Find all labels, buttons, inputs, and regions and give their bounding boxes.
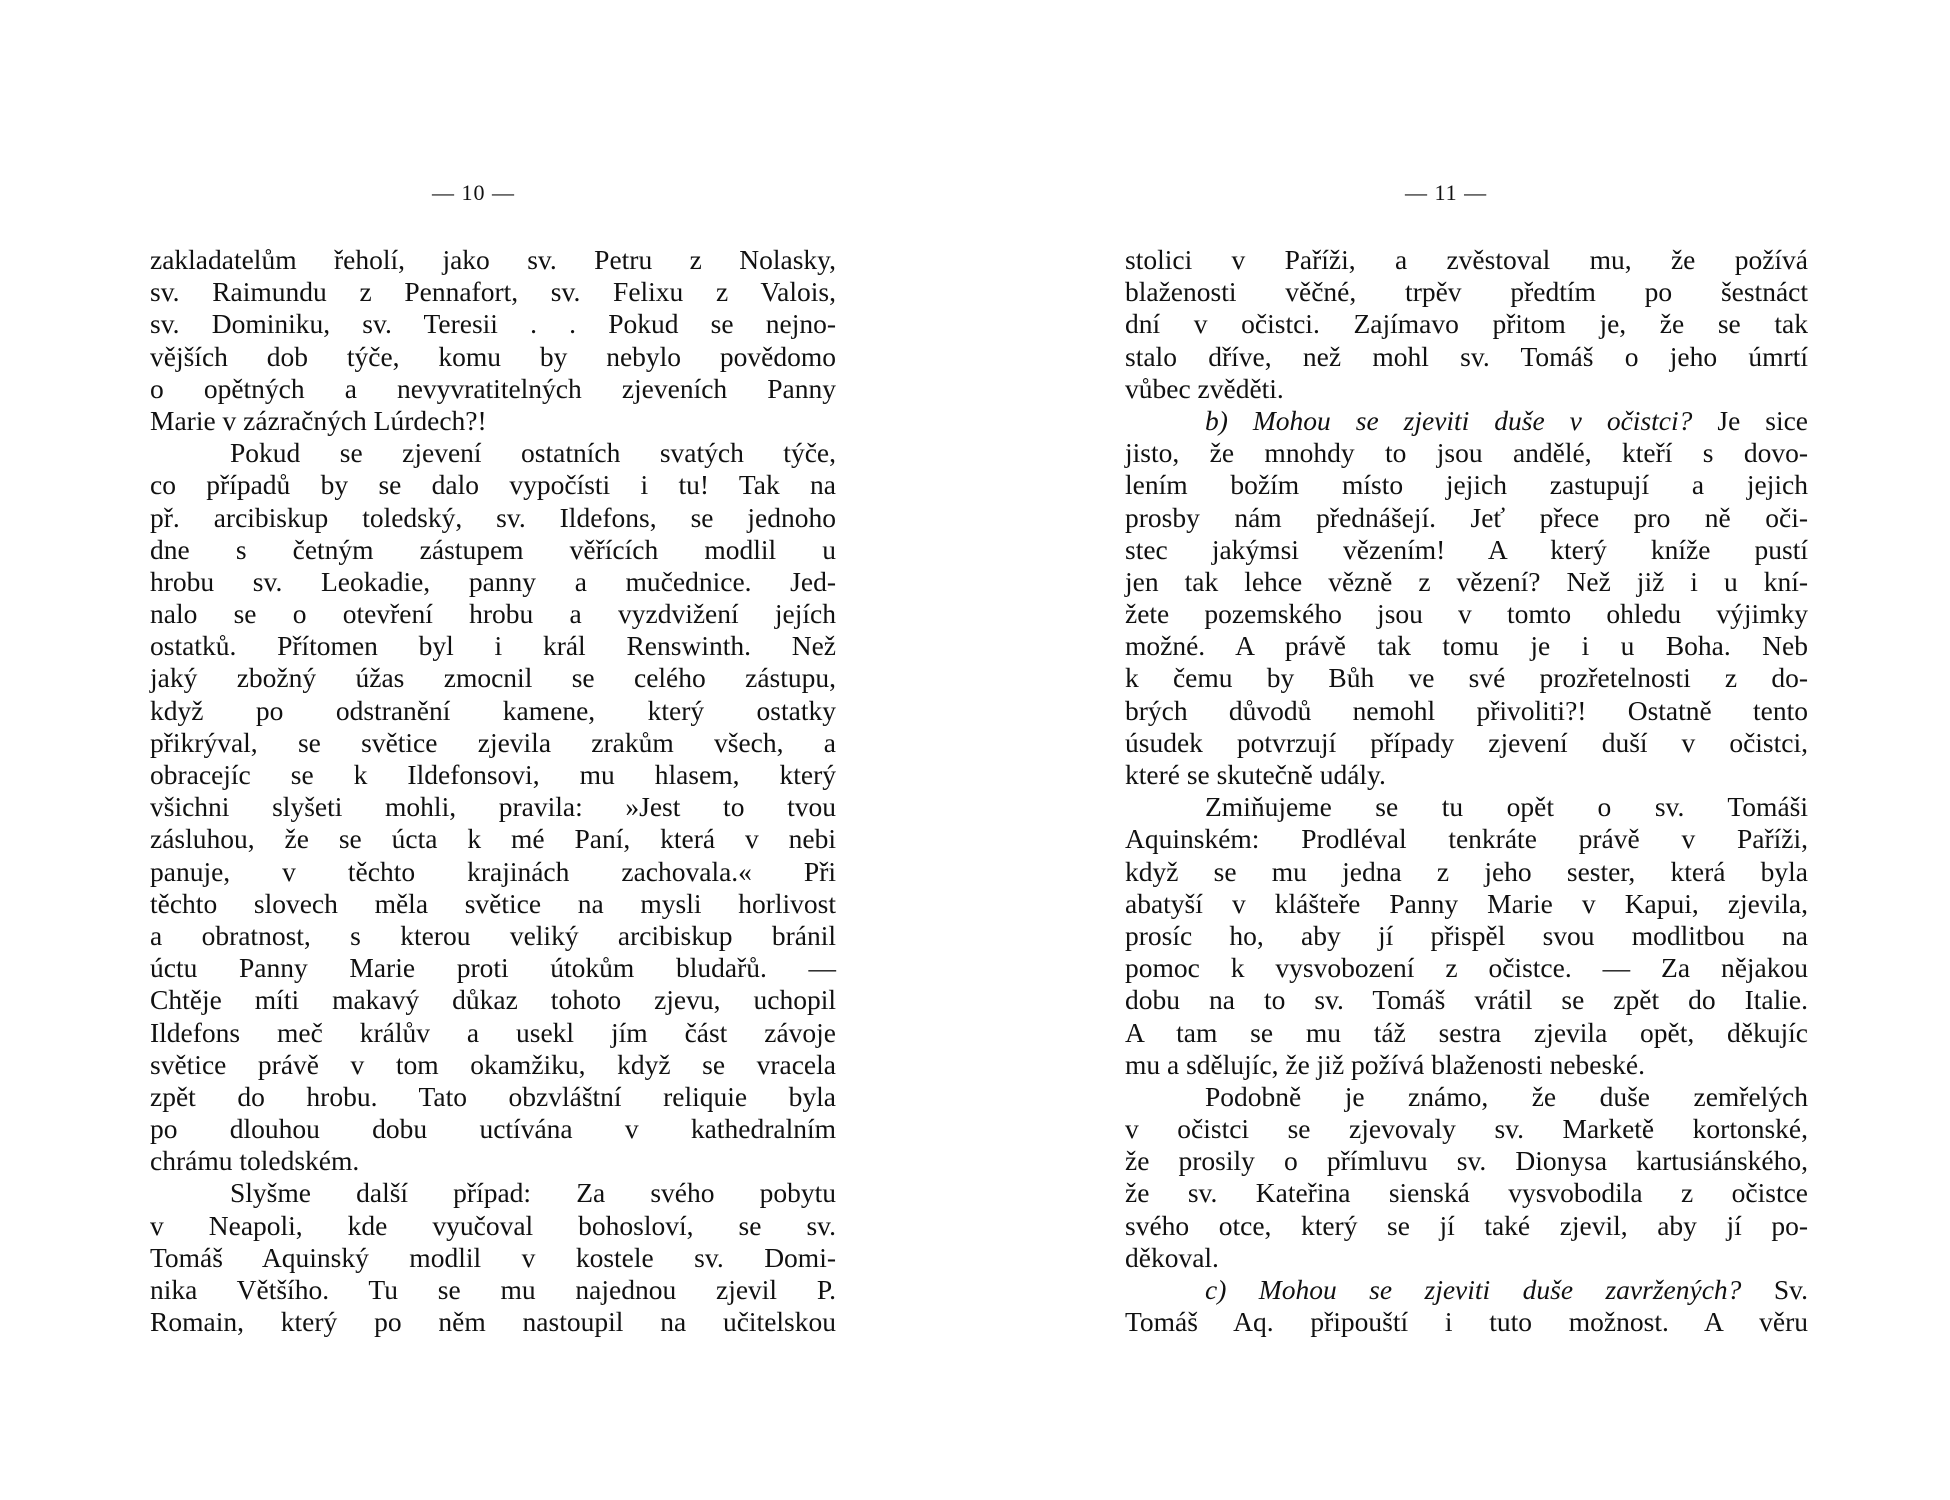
text-line: úctu Panny Marie proti útokům bludařů. — [150,952,836,984]
text-line: nalo se o otevření hrobu a vyzdvižení jejích [150,598,836,630]
text-line: všichni slyšeti mohli, pravila: »Jest to tvou [150,791,836,823]
text-line: blaženosti věčné, trpěv předtím po šestnáct [1125,276,1808,308]
text-line: v Neapoli, kde vyučoval bohosloví, se sv. [150,1209,836,1241]
text-line: možné. A právě tak tomu je i u Boha. Neb [1125,630,1808,662]
text-line: panuje, v těchto krajinách zachovala.« Při [150,855,836,887]
text-line: prosby nám přednášejí. Jeť přece pro ně oči- [1125,501,1808,533]
body-text [150,244,836,1338]
text-line: těchto slovech měla světice na mysli horlivost [150,887,836,919]
text-line: stolici v Paříži, a zvěstoval mu, že požívá [1125,244,1808,275]
text-line: A tam se mu táž sestra zjevila opět, děkujíc [1125,1016,1808,1048]
text-line: když se mu jedna z jeho sester, která byla [1125,855,1808,887]
text-line: úsudek potvrzují případy zjevení duší v očistci, [1125,726,1808,758]
section-heading: b) Mohou se zjeviti duše v očistci? [1205,404,1693,436]
text-line: stec jakýmsi vězením! A který kníže pustí [1125,533,1808,565]
text-line: Pokud se zjevení ostatních svatých týče, [230,437,836,469]
text-line: že sv. Kateřina sienská vysvobodila z očistce [1125,1177,1808,1209]
text-line: hrobu sv. Leokadie, panny a mučednice. Jed- [150,565,836,597]
text-line: o opětných a nevyvratitelných zjeveních Panny [150,372,836,404]
text-run: Je sice [1692,404,1808,436]
text-line: vějších dob týče, komu by nebylo povědomo [150,340,836,372]
text-line: po dlouhou dobu uctívána v kathedralním [150,1113,836,1145]
text-line: ostatků. Přítomen byl i král Renswinth. Než [150,630,836,662]
text-run: Sv. [1741,1274,1808,1305]
text-line: stalo dříve, než mohl sv. Tomáš o jeho úmrtí [1125,340,1808,372]
text-line: jisto, že mnohdy to jsou andělé, kteří s dovo- [1125,437,1808,469]
text-line: dne s četným zástupem věřících modlil u [150,533,836,565]
right-page [975,0,1950,1500]
text-line: Aquinském: Prodléval tenkráte právě v Paříži, [1125,823,1808,855]
text-line: že prosily o přímluvu sv. Dionysa kartusiánského, [1125,1145,1808,1177]
body-text [1125,244,1808,1338]
text-line: k čemu by Bůh ve své prozřetelnosti z do- [1125,662,1808,694]
text-line: jen tak lehce vězně z vězení? Než již i u kní- [1125,565,1808,597]
text-line: abatyší v klášteře Panny Marie v Kapui, zjevila, [1125,887,1808,919]
text-line: zpět do hrobu. Tato obzvláštní reliquie byla [150,1080,836,1112]
text-line: obracejíc se k Ildefonsovi, mu hlasem, který [150,759,836,790]
text-line: sv. Dominiku, sv. Teresii . . Pokud se nejno- [150,308,836,340]
text-line: světice právě v tom okamžiku, když se vracela [150,1048,836,1080]
text-line: dobu na to sv. Tomáš vrátil se zpět do Italie. [1125,984,1808,1016]
text-line: a obratnost, s kterou veliký arcibiskup bránil [150,919,836,951]
text-line: Slyšme další případ: Za svého pobytu [230,1177,836,1209]
text-line: mu a sdělujíc, že již požívá blaženosti nebeské. [1125,1048,1646,1080]
text-line: jaký zbožný úžas zmocnil se celého zástupu, [150,662,836,694]
text-line [1125,1274,1808,1306]
text-line: př. arcibiskup toledský, sv. Ildefons, se jednoho [150,501,836,533]
text-line: nika Většího. Tu se mu najednou zjevil P. [150,1274,836,1305]
text-line: svého otce, který se jí také zjevil, aby jí po- [1125,1209,1808,1241]
text-line [1125,405,1808,437]
text-line: když po odstranění kamene, který ostatky [150,694,836,726]
text-line: děkoval. [1125,1241,1219,1273]
text-line: dní v očistci. Zajímavo přitom je, že se tak [1125,308,1808,340]
text-line: brých důvodů nemohl přivoliti?! Ostatně tento [1125,694,1808,726]
text-line: lením božím místo jejich zastupují a jejich [1125,469,1808,501]
text-line: sv. Raimundu z Pennafort, sv. Felixu z Valois, [150,276,836,308]
section-heading: c) Mohou se zjeviti duše zavržených? [1205,1274,1742,1305]
text-line: Romain, který po něm nastoupil na učitelskou [150,1306,836,1338]
text-line: přikrýval, se světice zjevila zrakům všech, a [150,726,836,758]
text-line: zakladatelům řeholí, jako sv. Petru z Nolasky, [150,244,836,275]
page-number: — 10 — [432,180,515,205]
text-line: Tomáš Aq. připouští i tuto možnost. A věru [1125,1306,1808,1338]
text-line: vůbec zvěděti. [1125,372,1284,404]
text-line: prosíc ho, aby jí přispěl svou modlitbou na [1125,919,1808,951]
text-line: které se skutečně udály. [1125,759,1386,790]
text-line: chrámu toledském. [150,1145,360,1177]
text-line: pomoc k vysvobození z očistce. — Za nějakou [1125,952,1808,984]
text-line: Zmiňujeme se tu opět o sv. Tomáši [1205,791,1808,823]
text-line: žete pozemského jsou v tomto ohledu výjimky [1125,598,1808,630]
text-line: Tomáš Aquinský modlil v kostele sv. Domi- [150,1241,836,1273]
text-line: co případů by se dalo vypočísti i tu! Tak na [150,469,836,501]
text-line: Ildefons meč králův a usekl jím část závoje [150,1016,836,1048]
text-line: Podobně je známo, že duše zemřelých [1205,1080,1808,1112]
text-line: Marie v zázračných Lúrdech?! [150,404,487,436]
text-line: Chtěje míti makavý důkaz tohoto zjevu, uchopil [150,984,836,1016]
page-number: — 11 — [1405,180,1488,205]
text-line: zásluhou, že se úcta k mé Paní, která v nebi [150,823,836,855]
text-line: v očistci se zjevovaly sv. Marketě kortonské, [1125,1113,1808,1145]
